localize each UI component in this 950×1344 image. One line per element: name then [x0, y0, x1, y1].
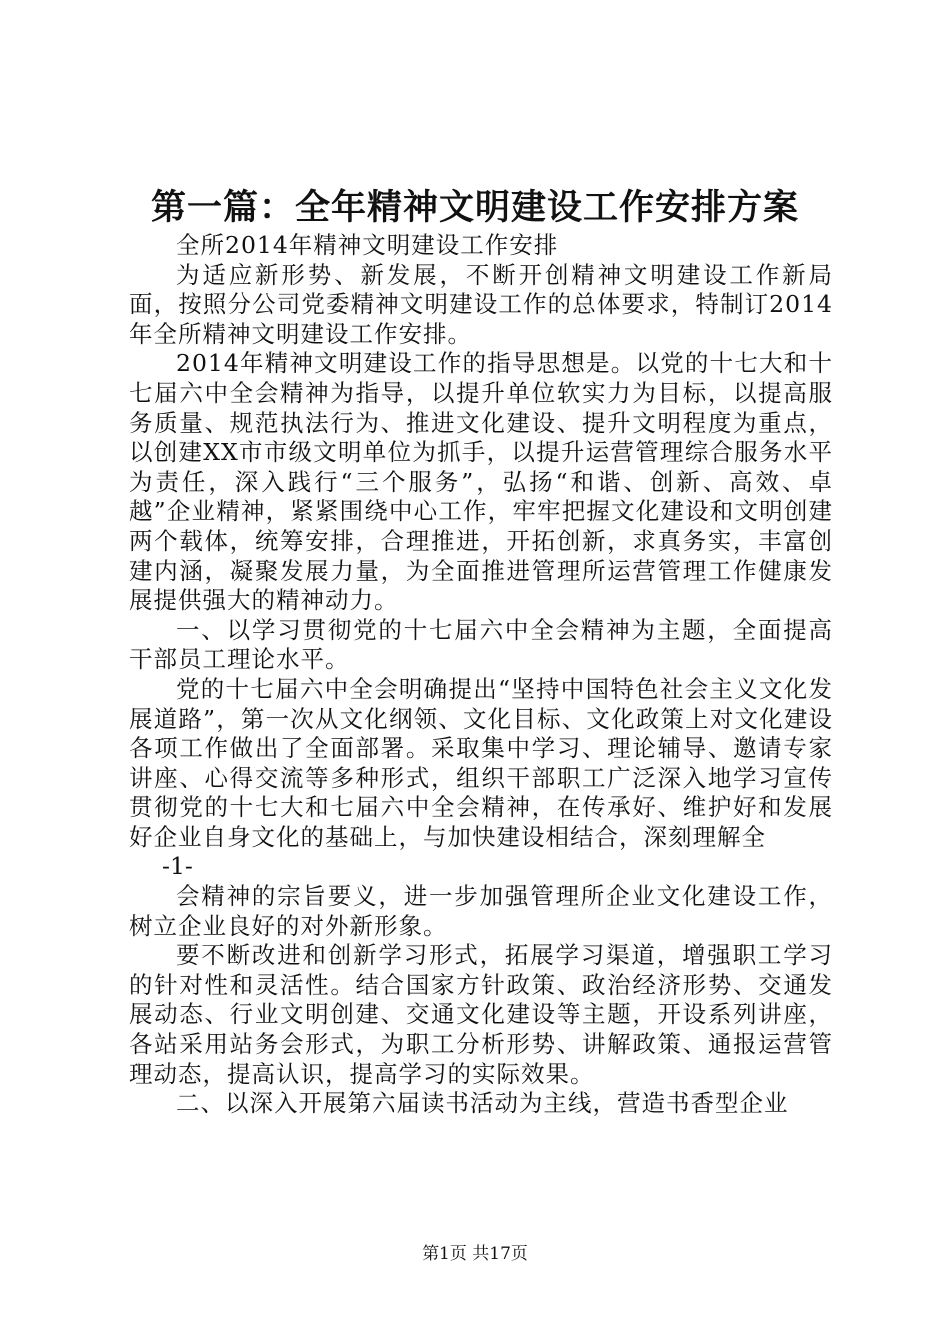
paragraph-continuation: 会精神的宗旨要义，进一步加强管理所企业文化建设工作，树立企业良好的对外新形象。: [129, 882, 833, 940]
document-body: [129, 231, 833, 1119]
inline-page-marker: -1-: [162, 852, 193, 881]
section-heading-one: 一、以学习贯彻党的十七届六中全会精神为主题，全面提高干部员工理论水平。: [129, 615, 833, 674]
paragraph-guiding-thought: 2014年精神文明建设工作的指导思想是。以党的十七大和十七届六中全会精神为指导，以提升单位软实力为目标，以提高服务质量、规范执法行为、推进文化建设、提升文明程度为重点，以创建XX市市级文明单位为抓手，以提升运营管理综合服务水平为责任，深入践行“三个服务”，弘扬“和谐、创新、高效、卓越”企业精神，紧紧围绕中心工作，牢牢把握文化建设和文明创建两个载体，统筹安排，合理推进，开拓创新，求真务实，丰富创建内涵，凝聚发展力量，为全面推进管理所运营管理工作健康发展提供强大的精神动力。: [129, 349, 833, 615]
paragraph-plenary-session: 党的十七届六中全会明确提出“坚持中国特色社会主义文化发展道路”，第一次从文化纲领、文化目标、文化政策上对文化建设各项工作做出了全面部署。采取集中学习、理论辅导、邀请专家讲座、心得交流等多种形式，组织干部职工广泛深入地学习宣传贯彻党的十七大和七届六中全会精神，在传承好、维护好和发展好企业自身文化的基础上，与加快建设相结合，深刻理解全: [129, 674, 833, 851]
paragraph-subtitle: 全所2014年精神文明建设工作安排: [176, 231, 559, 259]
section-heading-two: 二、以深入开展第六届读书活动为主线，营造书香型企业: [176, 1089, 789, 1118]
paragraph-intro: 为适应新形势、新发展，不断开创精神文明建设工作新局面，按照分公司党委精神文明建设工作的总体要求，特制订2014年全所精神文明建设工作安排。: [129, 260, 833, 348]
document-title: 第一篇：全年精神文明建设工作安排方案: [150, 187, 799, 228]
page-footer: 第1页 共17页: [422, 1244, 528, 1264]
paragraph-learning-forms: 要不断改进和创新学习形式，拓展学习渠道，增强职工学习的针对性和灵活性。结合国家方针政策、政治经济形势、交通发展动态、行业文明创建、交通文化建设等主题，开设系列讲座，各站采用站务会形式，为职工分析形势、讲解政策、通报运营管理动态，提高认识，提高学习的实际效果。: [129, 941, 833, 1088]
